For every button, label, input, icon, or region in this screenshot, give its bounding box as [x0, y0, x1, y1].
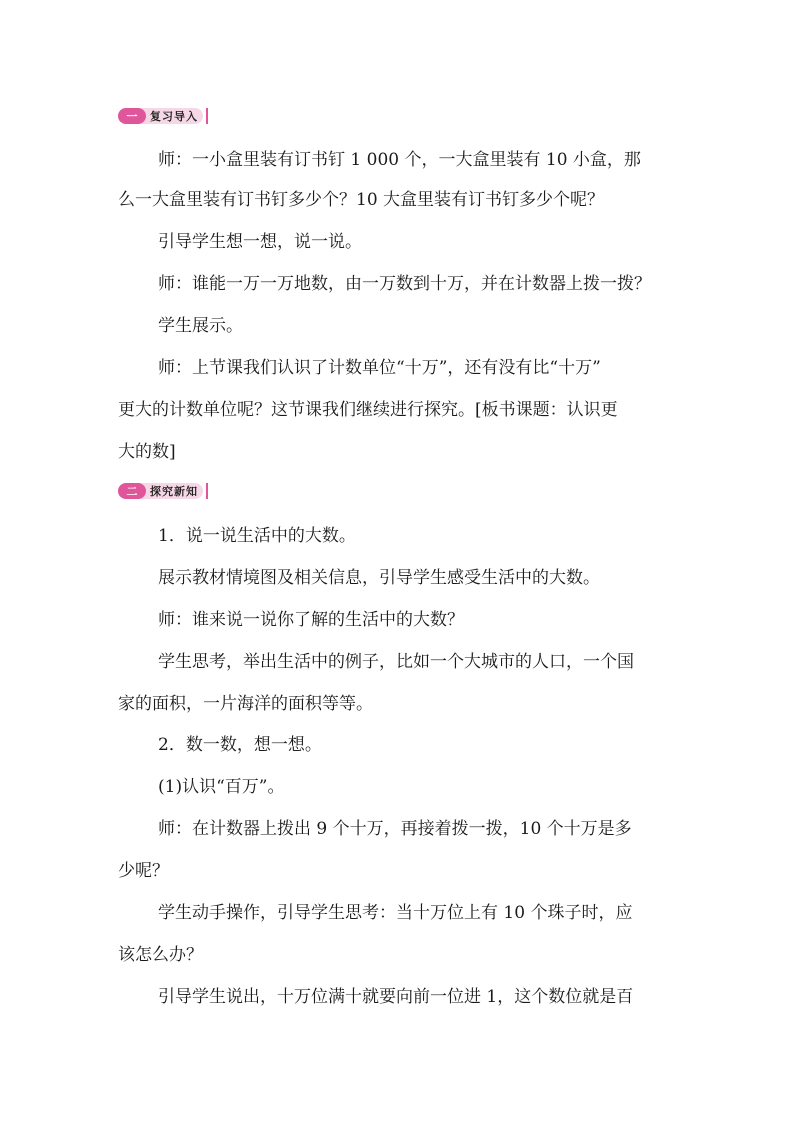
section-header-explore: [118, 483, 208, 499]
paragraph-line: 师：谁能一万一万地数，由一万数到十万，并在计数器上拨一拨？: [158, 274, 651, 294]
paragraph-line: 引导学生想一想，说一说。: [158, 232, 362, 252]
paragraph-line: 家的面积，一片海洋的面积等等。: [118, 694, 373, 714]
paragraph-line: 学生动手操作，引导学生思考：当十万位上有 10 个珠子时，应: [158, 903, 633, 923]
section-title: 探究新知: [150, 485, 198, 498]
paragraph-line: 学生思考，举出生活中的例子，比如一个大城市的人口，一个国: [158, 652, 634, 672]
paragraph-line: 展示教材情境图及相关信息，引导学生感受生活中的大数。: [158, 568, 600, 588]
section-divider: [206, 483, 208, 499]
paragraph-line: 1．说一说生活中的大数。: [158, 526, 356, 546]
paragraph-line: 2．数一数，想一想。: [158, 735, 322, 755]
paragraph-line: 师：谁来说一说你了解的生活中的大数？: [158, 610, 464, 630]
paragraph-line: 该怎么办？: [118, 945, 203, 965]
section-label: [118, 483, 203, 499]
paragraph-line: (1)认识“百万”。: [158, 777, 285, 797]
paragraph-line: 学生展示。: [158, 316, 243, 336]
paragraph-line: 师：一小盒里装有订书钉 1 000 个，一大盒里装有 10 小盒，那: [158, 150, 641, 170]
paragraph-line: 引导学生说出，十万位满十就要向前一位进 1，这个数位就是百: [158, 987, 634, 1007]
section-label: [118, 108, 203, 124]
paragraph-line: 么一大盒里装有订书钉多少个？10 大盒里装有订书钉多少个呢？: [118, 190, 605, 210]
section-header-review: [118, 108, 208, 124]
paragraph-line: 更大的计数单位呢？这节课我们继续进行探究。[板书课题：认识更: [118, 400, 618, 420]
paragraph-line: 少呢？: [118, 861, 169, 881]
paragraph-line: 师：上节课我们认识了计数单位“十万”，还有没有比“十万”: [158, 358, 601, 378]
section-divider: [206, 108, 208, 124]
section-number: 二: [118, 483, 146, 499]
section-number: 一: [118, 108, 146, 124]
section-title: 复习导入: [150, 110, 198, 123]
paragraph-line: 大的数]: [118, 442, 176, 462]
paragraph-line: 师：在计数器上拨出 9 个十万，再接着拨一拨，10 个十万是多: [158, 819, 632, 839]
